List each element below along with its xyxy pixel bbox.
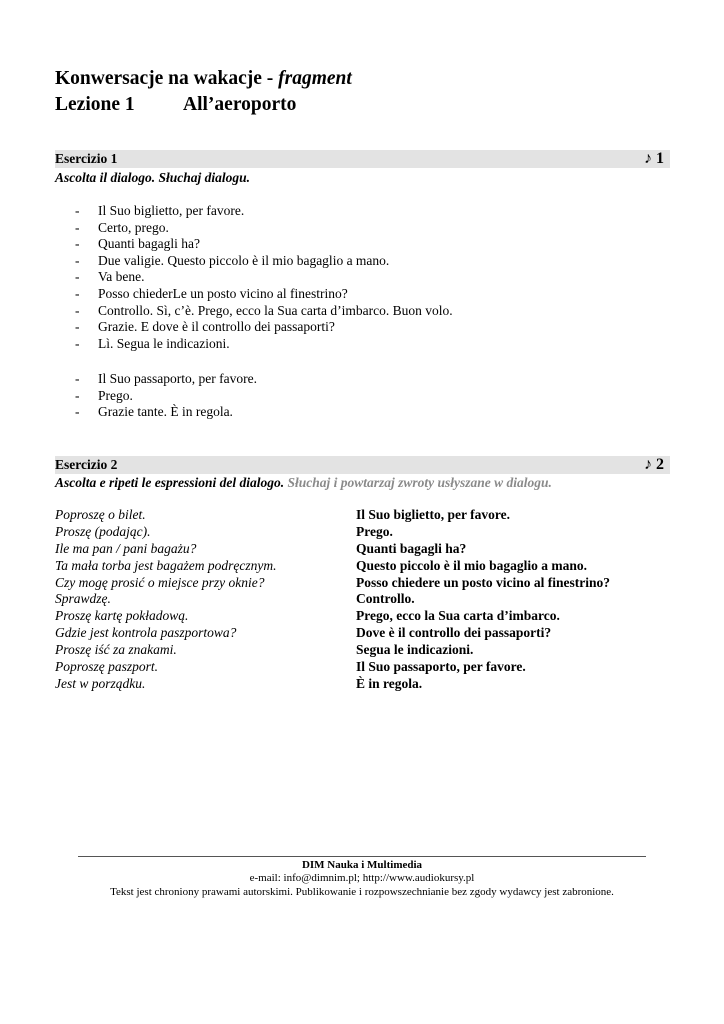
- dialog-dash: -: [75, 269, 80, 285]
- dialog-line: [75, 303, 453, 320]
- dialog-text: Prego.: [98, 387, 133, 403]
- dialog-text: Quanti bagagli ha?: [98, 236, 200, 252]
- italian-phrase: È in regola.: [356, 675, 423, 691]
- polish-phrase: Ta mała torba jest bagażem podręcznym.: [55, 557, 277, 573]
- exercise1-instruction: Ascolta il dialogo. Słuchaj dialogu.: [55, 170, 251, 185]
- polish-phrase: Gdzie jest kontrola paszportowa?: [55, 625, 237, 641]
- dialog-text: Il Suo passaporto, per favore.: [98, 371, 257, 386]
- italian-phrase: Prego, ecco la Sua carta d’imbarco.: [356, 608, 560, 624]
- dialog-dash: -: [75, 203, 80, 218]
- italian-phrase: Dove è il controllo dei passaporti?: [356, 625, 552, 641]
- exercise2-track-icon: ♪ 2: [644, 456, 664, 473]
- dialog-line: [75, 220, 453, 237]
- exercise1-label: Esercizio 1: [55, 151, 118, 166]
- dialog-text: Lì. Segua le indicazioni.: [98, 335, 230, 351]
- dialog-text: Controllo. Sì, c’è. Prego, ecco la Sua carta d’imbarco. Buon volo.: [98, 302, 453, 318]
- italian-phrase: Il Suo biglietto, per favore.: [356, 507, 510, 522]
- dialog-dash: -: [75, 252, 80, 268]
- footer-publisher: DIM Nauka i Multimedia: [301, 859, 423, 871]
- dialog-dash: -: [75, 335, 80, 351]
- dialog-line: [75, 236, 453, 253]
- dialog-line: [75, 286, 453, 303]
- dialog-dash: -: [75, 371, 80, 386]
- exercise1-track-icon: ♪ 1: [644, 150, 664, 167]
- dialog-line: [75, 319, 453, 336]
- dialog-text: Certo, prego.: [98, 219, 169, 235]
- exercise1-header: [55, 150, 670, 168]
- exercise2-instruction-it: Ascolta e ripeti le espressioni del dialogo.: [55, 475, 285, 490]
- dialog-line: [75, 203, 453, 220]
- dialog-dash: -: [75, 236, 80, 252]
- document-title: [55, 68, 352, 90]
- exercise2-instruction-pl: Słuchaj i powtarzaj zwroty usłyszane w dialogu.: [287, 475, 552, 490]
- dialog-text: Due valigie. Questo piccolo è il mio bagaglio a mano.: [98, 252, 390, 268]
- exercise2-label: Esercizio 2: [55, 457, 118, 472]
- exercise2-header: [55, 456, 670, 474]
- polish-phrase: Czy mogę prosić o miejsce przy oknie?: [55, 574, 265, 590]
- italian-phrase: Questo piccolo è il mio bagaglio a mano.: [356, 557, 587, 573]
- dialog-dash: -: [75, 387, 80, 403]
- footer-copyright: Tekst jest chroniony prawami autorskimi. Publikowanie i rozpowszechnianie bez zgody wydawcy jest zabronione.: [110, 886, 614, 898]
- dialog-line: [75, 269, 453, 286]
- polish-phrase: Proszę kartę pokładową.: [55, 608, 189, 624]
- dialog-dash: -: [75, 404, 80, 420]
- footer-contact: e-mail: info@dimnim.pl; http://www.audiokursy.pl: [249, 872, 475, 884]
- title-italic: fragment: [278, 68, 352, 89]
- dialog-line: [75, 253, 453, 270]
- dialog-text: Posso chiederLe un posto vicino al finestrino?: [98, 285, 348, 301]
- dialog-line: [75, 336, 453, 353]
- italian-phrase: Posso chiedere un posto vicino al finestrino?: [356, 574, 611, 590]
- polish-phrase: Jest w porządku.: [55, 675, 146, 691]
- dialog-line: [75, 371, 257, 388]
- polish-phrase: Sprawdzę.: [55, 591, 111, 607]
- lesson-number: Lezione 1: [55, 94, 135, 115]
- dialog-text: Grazie tante. È in regola.: [98, 404, 233, 420]
- exercise1-dialog-a: [75, 203, 453, 352]
- italian-phrase: Prego.: [356, 523, 393, 539]
- polish-phrase: Poproszę paszport.: [55, 659, 159, 675]
- polish-phrase: Ile ma pan / pani bagażu?: [55, 540, 197, 556]
- italian-phrase: Il Suo passaporto, per favore.: [356, 659, 526, 675]
- dialog-dash: -: [75, 285, 80, 301]
- title-prefix: Konwersacje na wakacje -: [55, 68, 279, 89]
- dialog-line: [75, 404, 257, 421]
- dialog-text: Il Suo biglietto, per favore.: [98, 203, 245, 218]
- dialog-text: Grazie. E dove è il controllo dei passaporti?: [98, 319, 335, 335]
- italian-phrase: Quanti bagagli ha?: [356, 540, 467, 556]
- dialog-line: [75, 388, 257, 405]
- italian-phrases: [356, 507, 610, 693]
- dialog-dash: -: [75, 302, 80, 318]
- dialog-dash: -: [75, 319, 80, 335]
- polish-phrase: Proszę iść za znakami.: [55, 642, 177, 658]
- italian-phrase: Segua le indicazioni.: [356, 642, 474, 658]
- exercise1-dialog-b: [75, 371, 257, 421]
- lesson-title: All’aeroporto: [183, 94, 297, 115]
- polish-phrase: Proszę (podając).: [55, 523, 151, 539]
- exercise2-instruction: [55, 475, 552, 491]
- footer-divider: [78, 856, 646, 857]
- dialog-dash: -: [75, 219, 80, 235]
- dialog-text: Va bene.: [98, 269, 145, 285]
- polish-phrases: [55, 507, 277, 693]
- italian-phrase: Controllo.: [356, 591, 415, 607]
- lesson-heading: [55, 94, 296, 116]
- polish-phrase: Poproszę o bilet.: [55, 507, 146, 522]
